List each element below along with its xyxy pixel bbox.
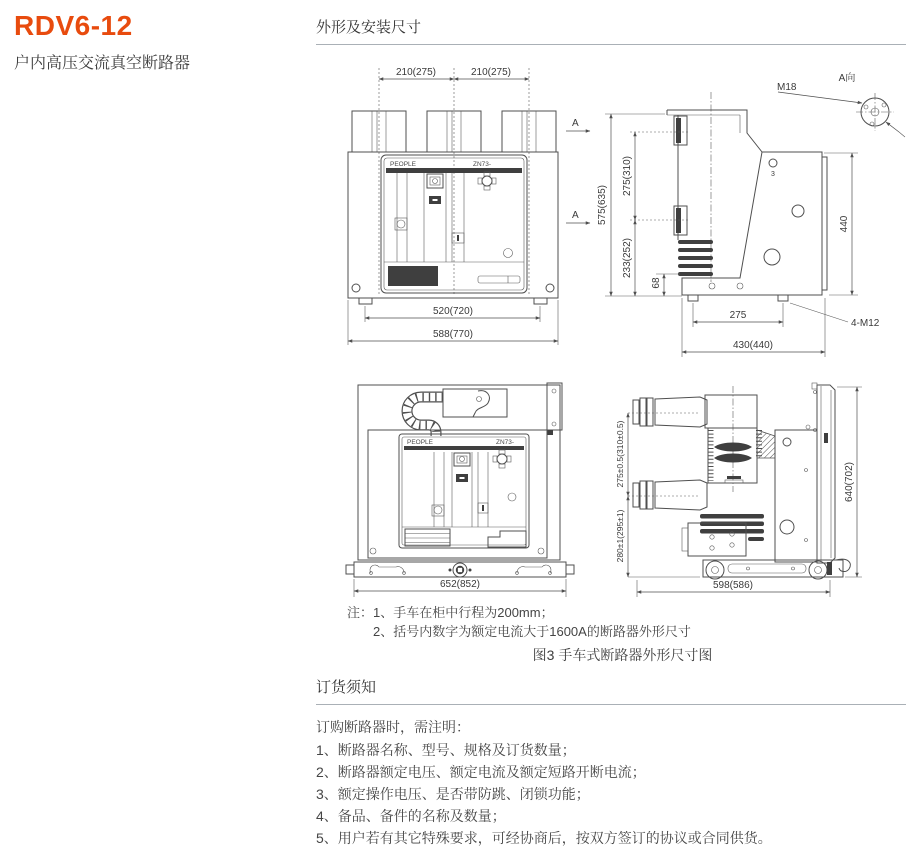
upper-bushing: [628, 397, 707, 427]
ordering-item: 5、用户若有其它特殊要求，可经协商后，按双方签订的协议或合同供货。: [316, 830, 772, 846]
insulator-fins: [678, 240, 713, 276]
dim-overall-height: 575(635): [597, 184, 608, 226]
dim-overall-height: 640(702): [844, 461, 855, 503]
dim-foot-spacing: 275: [729, 310, 747, 321]
view-arrow-label-bottom: A: [572, 210, 579, 221]
outline-dimension-drawings: [330, 55, 915, 608]
note-prefix: 注：: [347, 605, 374, 620]
dim-inner-width: 520(720): [432, 306, 474, 317]
note-line-1: 1、手车在柜中行程为200mm；: [373, 605, 554, 620]
ordering-list: [316, 739, 772, 849]
figure-notes: [347, 603, 691, 641]
model-label: ZN73-: [473, 161, 492, 168]
interlock-hook: [473, 391, 489, 417]
dim-pole-spacing: 275±0.5(310±0.5): [615, 420, 625, 488]
section-heading-dimensions: 外形及安装尺寸: [316, 19, 422, 36]
brand-label: PEOPLE: [407, 439, 434, 446]
trolley-base: [346, 562, 574, 577]
figure-caption: 图3 手车式断路器外形尺寸图: [532, 647, 713, 663]
product-name: 户内高压交流真空断路器: [14, 55, 191, 72]
ordering-item: 3、额定操作电压、是否带防跳、闭锁功能；: [316, 786, 590, 802]
bolt-label: 4-M12: [851, 318, 880, 329]
dim-lower-height: 233(252): [622, 237, 633, 279]
product-model: RDV6-12: [14, 10, 133, 41]
brand-label: PEOPLE: [390, 161, 417, 168]
dim-base-height: 68: [651, 277, 662, 289]
dim-phase-left: 210(275): [395, 67, 437, 78]
drawing-fixed-front: [348, 67, 590, 345]
model-label: ZN73-: [496, 439, 515, 446]
section-heading-ordering: 订货须知: [316, 679, 377, 696]
dim-frame-height: 440: [839, 215, 850, 233]
note-line-2: 2、括号内数字为额定电流大于1600A的断路器外形尺寸: [373, 624, 691, 639]
dim-phase-right: 210(275): [470, 67, 512, 78]
drawing-truck-side: [615, 383, 862, 597]
view-arrow-label-top: A: [572, 118, 579, 129]
drawing-fixed-side: [597, 71, 905, 357]
view-a-label: A向: [838, 73, 856, 84]
view-a-detail: [777, 71, 905, 137]
dim-overall-depth: 598(586): [712, 580, 754, 591]
ordering-item: 4、备品、备件的名称及数量；: [316, 808, 506, 824]
ordering-item: 1、断路器名称、型号、规格及订货数量；: [316, 742, 576, 758]
dim-overall-width: 652(852): [439, 579, 481, 590]
dim-terminal-spacing: 275(310): [622, 155, 633, 197]
ordering-intro: 订购断路器时，需注明：: [316, 719, 470, 735]
dim-overall-width: 588(770): [432, 329, 474, 340]
dim-lower-height: 280±1(295±1): [615, 509, 625, 563]
drawing-truck-front: [346, 383, 574, 597]
lower-bushing: [628, 480, 707, 510]
section-rule: [316, 44, 906, 45]
section-rule: [316, 704, 906, 705]
ordering-item: 2、断路器额定电压、额定电流及额定短路开断电流；: [316, 764, 646, 780]
dim-overall-depth: 430(440): [732, 340, 774, 351]
thread-label: M18: [777, 82, 797, 93]
hole-count-label: 3: [771, 171, 775, 178]
